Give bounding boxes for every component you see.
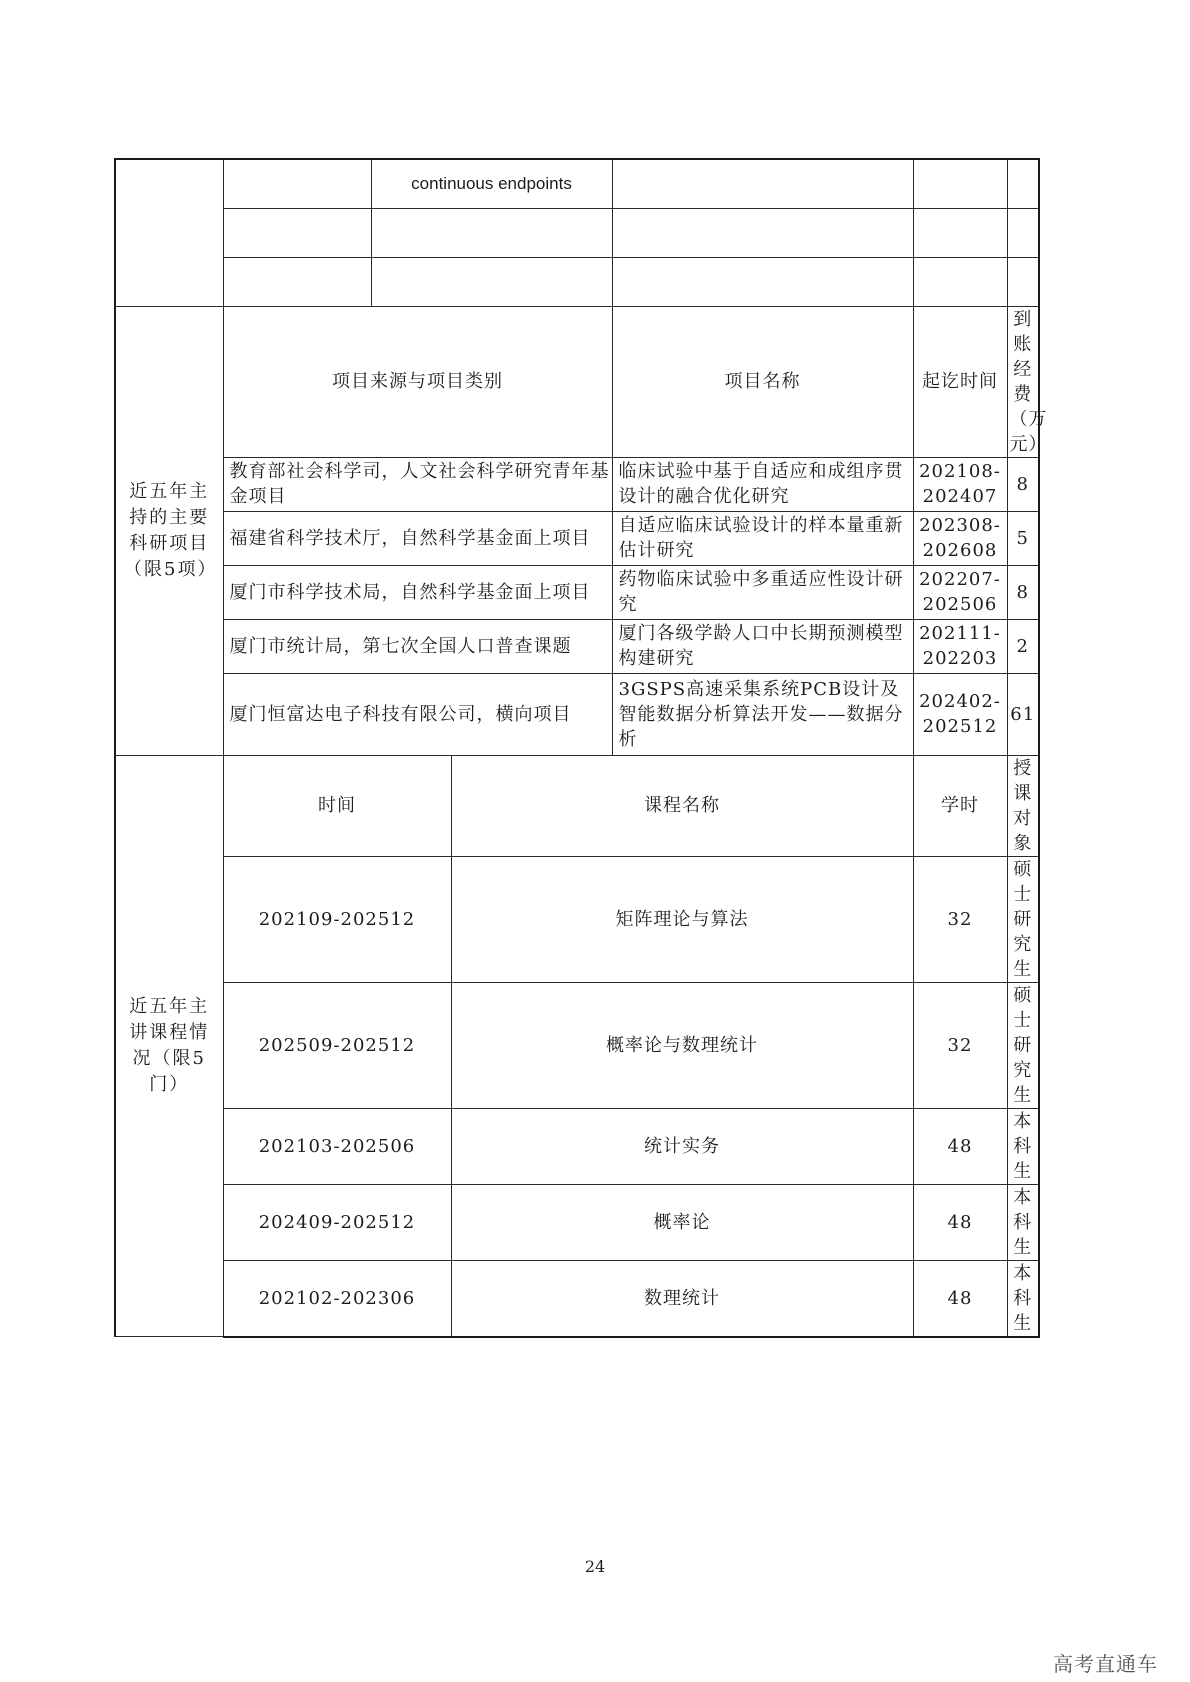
- research-period: 202111-202203: [913, 619, 1007, 673]
- courses-section-label: 近五年主讲课程情况（限5门）: [115, 755, 223, 1337]
- research-name: 临床试验中基于自适应和成组序贯设计的融合优化研究: [612, 457, 913, 511]
- course-name: 概率论与数理统计: [451, 982, 913, 1108]
- watermark-text: 高考直通车: [1053, 1652, 1158, 1676]
- courses-header-hours: 学时: [913, 755, 1007, 856]
- courses-header-target: 授课对象: [1007, 755, 1039, 856]
- top-cell-r3c5: [913, 257, 1007, 306]
- course-hours: 48: [913, 1260, 1007, 1337]
- research-name: 药物临床试验中多重适应性设计研究: [612, 565, 913, 619]
- research-header-period: 起讫时间: [913, 306, 1007, 457]
- research-name: 厦门各级学龄人口中长期预测模型构建研究: [612, 619, 913, 673]
- course-time: 202103-202506: [223, 1108, 451, 1184]
- research-source: 福建省科学技术厅，自然科学基金面上项目: [223, 511, 612, 565]
- top-cell-r1c3: continuous endpoints: [371, 159, 612, 208]
- page-number: 24: [584, 1557, 606, 1576]
- research-row: [115, 673, 1039, 755]
- top-block-label-cell: [115, 159, 223, 306]
- top-cell-r1c6: [1007, 159, 1039, 208]
- research-header-name: 项目名称: [612, 306, 913, 457]
- course-time: 202409-202512: [223, 1184, 451, 1260]
- research-row: [115, 457, 1039, 511]
- course-name: 统计实务: [451, 1108, 913, 1184]
- course-time: 202102-202306: [223, 1260, 451, 1337]
- courses-header-row: [115, 755, 1039, 856]
- research-funds: 2: [1007, 619, 1039, 673]
- research-funds: 61: [1007, 673, 1039, 755]
- course-row: [115, 1108, 1039, 1184]
- top-cell-r2c5: [913, 208, 1007, 257]
- research-period: 202207-202506: [913, 565, 1007, 619]
- top-cell-r1c2: [223, 159, 371, 208]
- course-row: [115, 856, 1039, 982]
- course-target: 本科生: [1007, 1108, 1039, 1184]
- research-header-funds: 到账经费（万元）: [1007, 306, 1039, 457]
- top-cell-r2c2: [223, 208, 371, 257]
- top-cell-r3c3: [371, 257, 612, 306]
- application-form-table: [114, 158, 1048, 1338]
- top-cell-r3c6: [1007, 257, 1039, 306]
- course-target: 本科生: [1007, 1260, 1039, 1337]
- course-row: [115, 1260, 1039, 1337]
- research-row: [115, 511, 1039, 565]
- course-name: 概率论: [451, 1184, 913, 1260]
- research-funds: 5: [1007, 511, 1039, 565]
- course-name: 数理统计: [451, 1260, 913, 1337]
- course-time: 202509-202512: [223, 982, 451, 1108]
- course-hours: 48: [913, 1184, 1007, 1260]
- research-period: 202308-202608: [913, 511, 1007, 565]
- research-source: 厦门恒富达电子科技有限公司，横向项目: [223, 673, 612, 755]
- course-row: [115, 1184, 1039, 1260]
- research-source: 厦门市科学技术局，自然科学基金面上项目: [223, 565, 612, 619]
- research-row: [115, 565, 1039, 619]
- top-cell-r2c6: [1007, 208, 1039, 257]
- research-section-label: 近五年主持的主要科研项目（限5项）: [115, 306, 223, 755]
- course-hours: 48: [913, 1108, 1007, 1184]
- research-funds: 8: [1007, 565, 1039, 619]
- top-cell-r2c4: [612, 208, 913, 257]
- course-time: 202109-202512: [223, 856, 451, 982]
- course-name: 矩阵理论与算法: [451, 856, 913, 982]
- courses-header-time: 时间: [223, 755, 451, 856]
- top-cell-r1c4: [612, 159, 913, 208]
- research-source: 教育部社会科学司，人文社会科学研究青年基金项目: [223, 457, 612, 511]
- research-name: 自适应临床试验设计的样本量重新估计研究: [612, 511, 913, 565]
- top-cell-r2c3: [371, 208, 612, 257]
- research-header-source: 项目来源与项目类别: [223, 306, 612, 457]
- course-target: 硕士研究生: [1007, 982, 1039, 1108]
- courses-header-name: 课程名称: [451, 755, 913, 856]
- top-cell-r3c2: [223, 257, 371, 306]
- top-cell-r1c5: [913, 159, 1007, 208]
- research-period: 202402-202512: [913, 673, 1007, 755]
- research-name: 3GSPS高速采集系统PCB设计及智能数据分析算法开发——数据分析: [612, 673, 913, 755]
- research-row: [115, 619, 1039, 673]
- course-target: 硕士研究生: [1007, 856, 1039, 982]
- course-target: 本科生: [1007, 1184, 1039, 1260]
- research-funds: 8: [1007, 457, 1039, 511]
- research-source: 厦门市统计局，第七次全国人口普查课题: [223, 619, 612, 673]
- research-period: 202108-202407: [913, 457, 1007, 511]
- course-hours: 32: [913, 982, 1007, 1108]
- course-row: [115, 982, 1039, 1108]
- research-header-row: [115, 306, 1039, 457]
- top-cell-r3c4: [612, 257, 913, 306]
- course-hours: 32: [913, 856, 1007, 982]
